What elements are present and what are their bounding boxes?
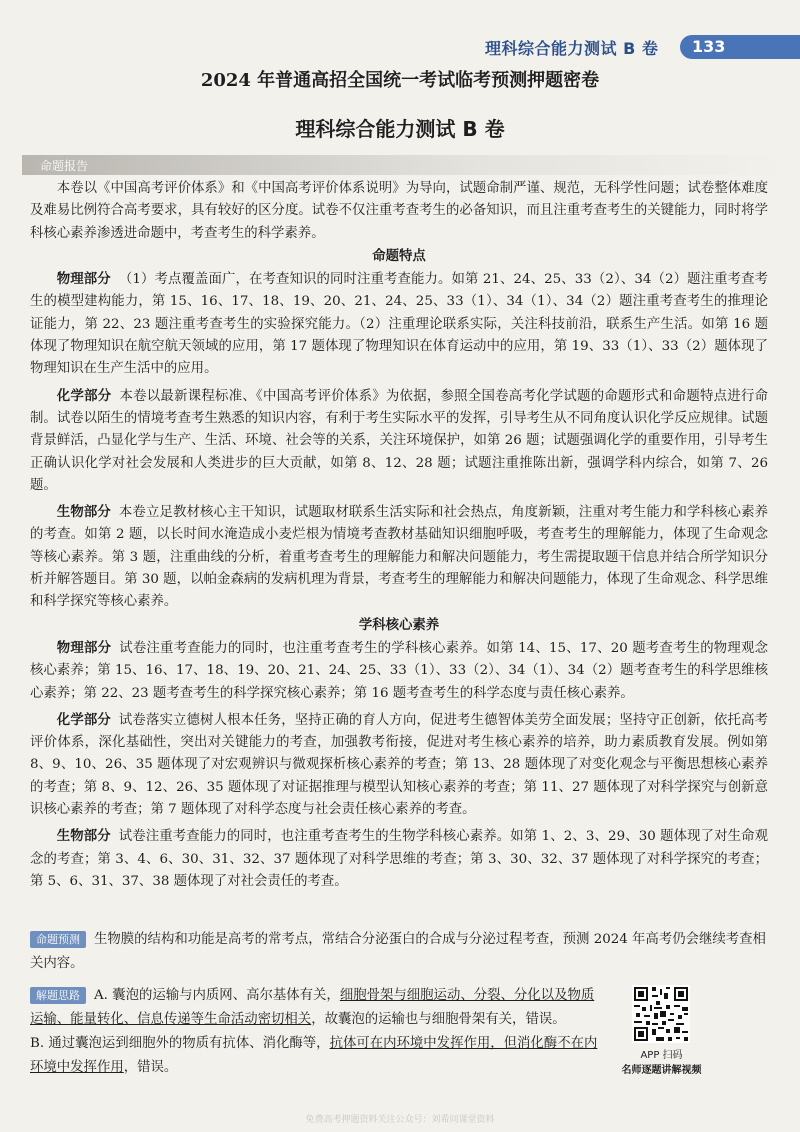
exam-title: 2024 年普通高招全国统一考试临考预测押题密卷: [200, 70, 600, 91]
feature-physics: 物理部分 （1）考点覆盖面广，在考查知识的同时注重考查能力。如第 21、24、25、33（2）、34（2）题注重考查考生的模型建构能力，第 15、16、17、18、19、20、21、24、25、33（1）、34（1）、34（2）题注重考查考生的推理论证能力，第 22、23 题注重考查考生的实验探究能力。（2）注重理论联系实际，关注科技前沿，联系生产生活。如第 16 题体现了物理知识在航空航天领域的应用，第 17 题体现了物理知识在体育运动中的应用，第 19、33（1）、33（2）题体现了物理知识在生产生活中的应用。: [30, 272, 769, 377]
running-header: [455, 34, 800, 60]
footer-watermark: 免费高考押题资料关注公众号：刘希同课堂资料: [305, 1115, 495, 1125]
feature-subject: 生物部分: [56, 505, 111, 521]
literacy-heading: 学科核心素养: [358, 617, 440, 633]
report-label-bar: [22, 155, 782, 175]
literacy-physics: 物理部分 试卷注重考查能力的同时，也注重考查考生的学科核心素养。如第 14、15、17、20 题考查考生的物理观念核心素养；第 15、16、17、18、19、20、21、24、25、33（1）、33（2）、34（1）、34（2）题考查考生的科学思维核心素养；第 22、23 题考查考生的科学探究核心素养；第 16 题考查考生的科学态度与责任核心素养。: [30, 640, 769, 701]
literacy-subject: 物理部分: [56, 640, 112, 656]
analysis-label: 解题思路: [30, 987, 86, 1004]
prediction-text: 生物膜的结构和功能是高考的常考点，常结合分泌蛋白的合成与分泌过程考查，预测 2024 年高考仍会继续考查相关内容。: [30, 932, 766, 971]
feature-subject: 物理部分: [56, 272, 111, 288]
analysis-block: [30, 984, 598, 1080]
page-number: 133: [680, 35, 800, 59]
features-heading: 命题特点: [372, 248, 426, 264]
feature-chemistry: 化学部分 本卷以最新课程标准、《中国高考评价体系》为依据，参照全国卷高考化学试题的命题形式和命题特点进行命制。试卷以陌生的情境考查考生熟悉的知识内容，有利于考生实际水平的发挥，引导考生从不同角度认识化学反应规律。试题背景鲜活，凸显化学与生产、生活、环境、社会等的关系，关注环境保护，如第 26 题；试题强调化学的重要作用，引导考生正确认识化学对社会发展和人类进步的巨大贡献，如第 8、12、28 题；试题注重推陈出新，强调学科内综合，如第 7、26 题。: [30, 388, 769, 493]
literacy-subject: 化学部分: [56, 712, 111, 728]
analysis-line-b: B. 通过囊泡运到细胞外的物质有抗体、消化酶等，抗体可在内环境中发挥作用，但消化酶不在内环境中发挥作用，错误。: [30, 1036, 598, 1075]
sub-title: 理科综合能力测试 B 卷: [295, 117, 505, 141]
header-title: 理科综合能力测试 B 卷: [485, 39, 659, 58]
qr-caption-video: 名师逐题讲解视频: [621, 1065, 702, 1076]
qr-code-icon[interactable]: [632, 985, 690, 1043]
prediction-label: 命题预测: [30, 931, 86, 948]
analysis-line-a: 解题思路 A. 囊泡的运输与内质网、高尔基体有关，细胞骨架与细胞运动、分裂、分化以及物质运输、能量转化、信息传递等生命活动密切相关，故囊泡的运输也与细胞骨架有关，错误。: [30, 988, 595, 1027]
qr-caption-app: APP 扫码: [640, 1050, 683, 1061]
report-content: [30, 178, 768, 893]
literacy-subject: 生物部分: [56, 829, 111, 845]
feature-subject: 化学部分: [56, 388, 112, 404]
prediction-block: [30, 928, 768, 976]
literacy-chemistry: 化学部分 试卷落实立德树人根本任务，坚持正确的育人方向，促进考生德智体美劳全面发展；坚持守正创新，依托高考评价体系，深化基础性，突出对关键能力的考查，加强教考衔接，促进对考生核心素养的培养，助力素质教育发展。例如第 8、9、10、26、35 题体现了对宏观辨识与微观探析核心素养的考查；第 13、28 题体现了对变化观念与平衡思想核心素养的考查；第 8、9、12、26、35 题体现了对证据推理与模型认知核心素养的考查；第 11、27 题体现了对科学探究与创新意识核心素养的考查；第 7 题体现了对科学态度与社会责任核心素养的考查。: [30, 712, 769, 818]
feature-biology: 生物部分 本卷立足教材核心主干知识，试题取材联系生活实际和社会热点，角度新颖，注重对考生能力和学科核心素养的考查。如第 2 题，以长时间水淹造成小麦烂根为情境考查教材基础知识细胞呼吸，考查考生的理解能力，体现了生命观念等核心素养。第 3 题，注重曲线的分析，着重考查考生的理解能力和解决问题能力，考生需提取题干信息并结合所学知识分析并解答题目。第 30 题，以帕金森病的发病机理为背景，考查考生的理解能力和解决问题能力，体现了生命观念、科学思维和科学探究等核心素养。: [30, 505, 769, 610]
intro-paragraph: 本卷以《中国高考评价体系》和《中国高考评价体系说明》为导向，试题命制严谨、规范，无科学性问题；试卷整体难度及难易比例符合高考要求，具有较好的区分度。试卷不仅注重考查考生的必备知识，而且注重考查考生的关键能力，同时将学科核心素养渗透进命题中，考查考生的科学素养。: [30, 181, 768, 241]
report-label: 命题报告: [40, 159, 89, 173]
literacy-biology: 生物部分 试卷注重考查能力的同时，也注重考查考生的生物学科核心素养。如第 1、2、3、29、30 题体现了对生命观念的考查；第 3、4、6、30、31、32、37 题体现了对科学思维的考查；第 3、30、32、37 题体现了对科学探究的考查；第 5、6、31、37、38 题体现了对社会责任的考查。: [30, 829, 768, 889]
